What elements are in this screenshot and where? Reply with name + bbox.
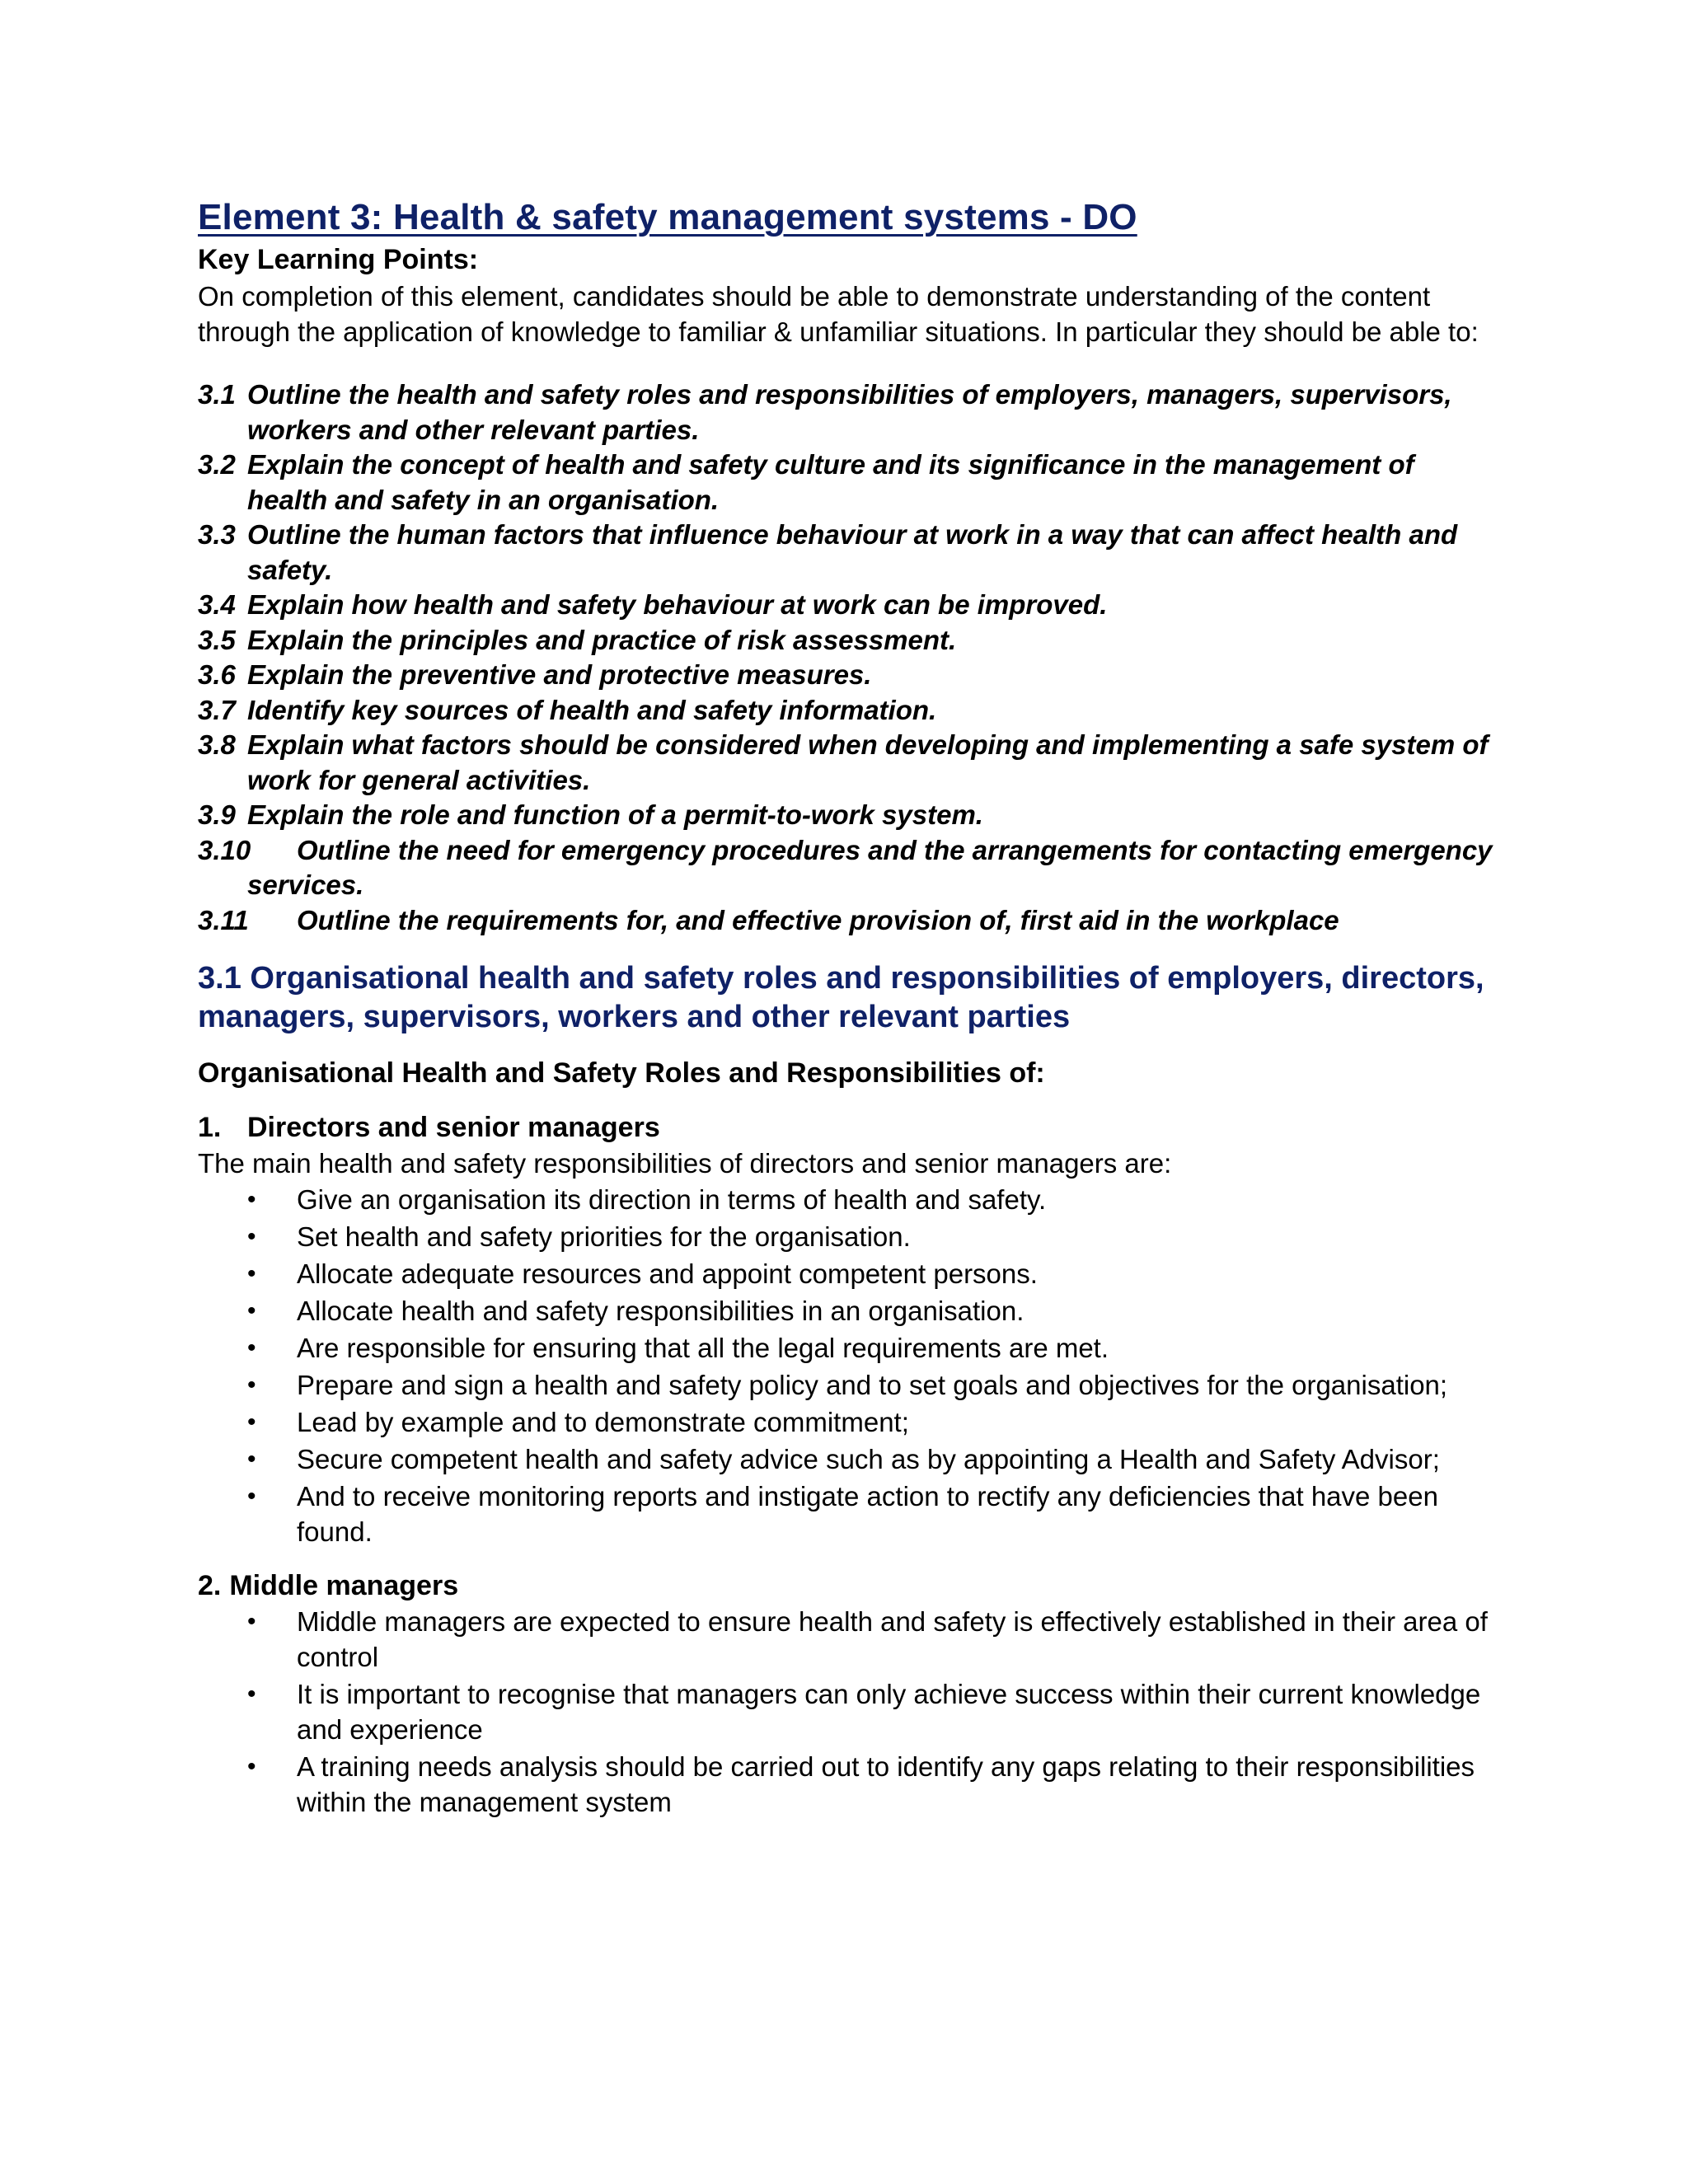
bullet-icon: • — [247, 1753, 256, 1780]
objective-item — [198, 833, 1500, 903]
objective-text: Outline the human factors that influence behaviour at work in a way that can affect health and safety. — [247, 519, 1458, 585]
role-title: Middle managers — [229, 1570, 459, 1601]
objective-item — [198, 518, 1500, 588]
objective-item — [198, 623, 1500, 658]
objective-item — [198, 588, 1500, 623]
list-item-text: And to receive monitoring reports and instigate action to rectify any deficiencies that have been found. — [297, 1481, 1438, 1547]
roles-sub-heading: Organisational Health and Safety Roles and Responsibilities of: — [198, 1057, 1045, 1089]
objective-item — [198, 658, 1500, 693]
key-learning-heading: Key Learning Points: — [198, 244, 479, 275]
list-item-text: Lead by example and to demonstrate commitment; — [297, 1407, 909, 1437]
objective-number: 3.2 — [198, 449, 236, 480]
list-item — [247, 1367, 1500, 1403]
bullet-icon: • — [247, 1223, 256, 1250]
document-page — [198, 194, 1500, 1821]
objective-number: 3.1 — [198, 379, 236, 410]
list-item — [247, 1182, 1500, 1217]
directors-responsibilities-list — [198, 1182, 1500, 1549]
list-item — [247, 1749, 1500, 1820]
objective-text: Explain the preventive and protective measures. — [247, 659, 872, 690]
list-item — [247, 1256, 1500, 1291]
objective-number: 3.4 — [198, 589, 236, 620]
list-item — [247, 1293, 1500, 1329]
objective-number: 3.6 — [198, 659, 236, 690]
list-item-text: Prepare and sign a health and safety policy and to set goals and objectives for the organisation; — [297, 1370, 1448, 1400]
list-item-text: Set health and safety priorities for the organisation. — [297, 1221, 911, 1252]
list-item — [247, 1441, 1500, 1477]
objective-item — [198, 903, 1500, 939]
list-item — [247, 1330, 1500, 1366]
bullet-icon: • — [247, 1371, 256, 1399]
objective-text: Outline the requirements for, and effective provision of, first aid in the workplace — [297, 904, 1339, 935]
list-item-text: It is important to recognise that managers can only achieve success within their current knowledge and experience — [297, 1679, 1481, 1745]
objective-number: 3.11 — [198, 904, 249, 935]
bullet-icon: • — [247, 1334, 256, 1361]
objective-item — [198, 377, 1500, 448]
middle-managers-list — [198, 1604, 1500, 1820]
objective-number: 3.8 — [198, 729, 236, 760]
bullet-icon: • — [247, 1446, 256, 1473]
objective-item — [198, 448, 1500, 518]
objective-text: Outline the health and safety roles and responsibilities of employers, managers, supervisors, workers and other relevant parties. — [247, 379, 1452, 445]
objective-text: Explain the principles and practice of risk assessment. — [247, 624, 957, 655]
role-number: 1. — [198, 1112, 222, 1143]
list-item-text: A training needs analysis should be carried out to identify any gaps relating to their responsibilities within the management system — [297, 1751, 1475, 1817]
objective-number: 3.9 — [198, 799, 236, 830]
list-item-text: Give an organisation its direction in terms of health and safety. — [297, 1184, 1047, 1215]
objective-item — [198, 693, 1500, 729]
role-heading-directors — [198, 1109, 1500, 1146]
learning-objectives-list — [198, 377, 1500, 938]
bullet-icon: • — [247, 1608, 256, 1635]
list-item-text: Are responsible for ensuring that all the legal requirements are met. — [297, 1333, 1109, 1363]
list-item — [247, 1479, 1500, 1549]
list-item-text: Middle managers are expected to ensure health and safety is effectively established in their area of control — [297, 1606, 1488, 1672]
objective-text: Explain what factors should be considered when developing and implementing a safe system of work for general activities. — [247, 729, 1489, 795]
objective-number: 3.10 — [198, 834, 251, 865]
objective-text: Explain the concept of health and safety culture and its significance in the management of health and safety in an organisation. — [247, 449, 1414, 515]
section-heading: 3.1 Organisational health and safety roles and responsibilities of employers, directors, managers, supervisors, workers and other relevant parties — [198, 961, 1484, 1034]
role-number: 2. — [198, 1570, 222, 1601]
bullet-icon: • — [247, 1260, 256, 1287]
list-item — [247, 1219, 1500, 1254]
objective-number: 3.3 — [198, 519, 236, 550]
objective-text: Explain the role and function of a permit-to-work system. — [247, 799, 983, 830]
bullet-icon: • — [247, 1408, 256, 1436]
list-item — [247, 1676, 1500, 1747]
list-item — [247, 1604, 1500, 1675]
list-item-text: Secure competent health and safety advice such as by appointing a Health and Safety Advisor; — [297, 1444, 1440, 1474]
bullet-icon: • — [247, 1483, 256, 1510]
document-title: Element 3: Health & safety management systems - DO — [198, 197, 1137, 237]
objective-text: Identify key sources of health and safety information. — [247, 694, 937, 725]
role-title: Directors and senior managers — [247, 1112, 660, 1143]
objective-text: Explain how health and safety behaviour at work can be improved. — [247, 589, 1108, 620]
objective-text: Outline the need for emergency procedures and the arrangements for contacting emergency services. — [247, 834, 1493, 900]
role-heading-middle-managers — [198, 1568, 1500, 1604]
bullet-icon: • — [247, 1680, 256, 1708]
objective-item — [198, 798, 1500, 833]
objective-number: 3.5 — [198, 624, 236, 655]
list-item-text: Allocate health and safety responsibilities in an organisation. — [297, 1296, 1025, 1326]
bullet-icon: • — [247, 1186, 256, 1213]
objective-item — [198, 728, 1500, 798]
objective-number: 3.7 — [198, 694, 236, 725]
intro-paragraph: On completion of this element, candidates should be able to demonstrate understanding of the content through the application of knowledge to familiar & unfamiliar situations. In particular they should be able to: — [198, 281, 1479, 347]
list-item — [247, 1404, 1500, 1440]
role-intro: The main health and safety responsibilities of directors and senior managers are: — [198, 1148, 1172, 1179]
bullet-icon: • — [247, 1297, 256, 1324]
list-item-text: Allocate adequate resources and appoint competent persons. — [297, 1258, 1038, 1289]
